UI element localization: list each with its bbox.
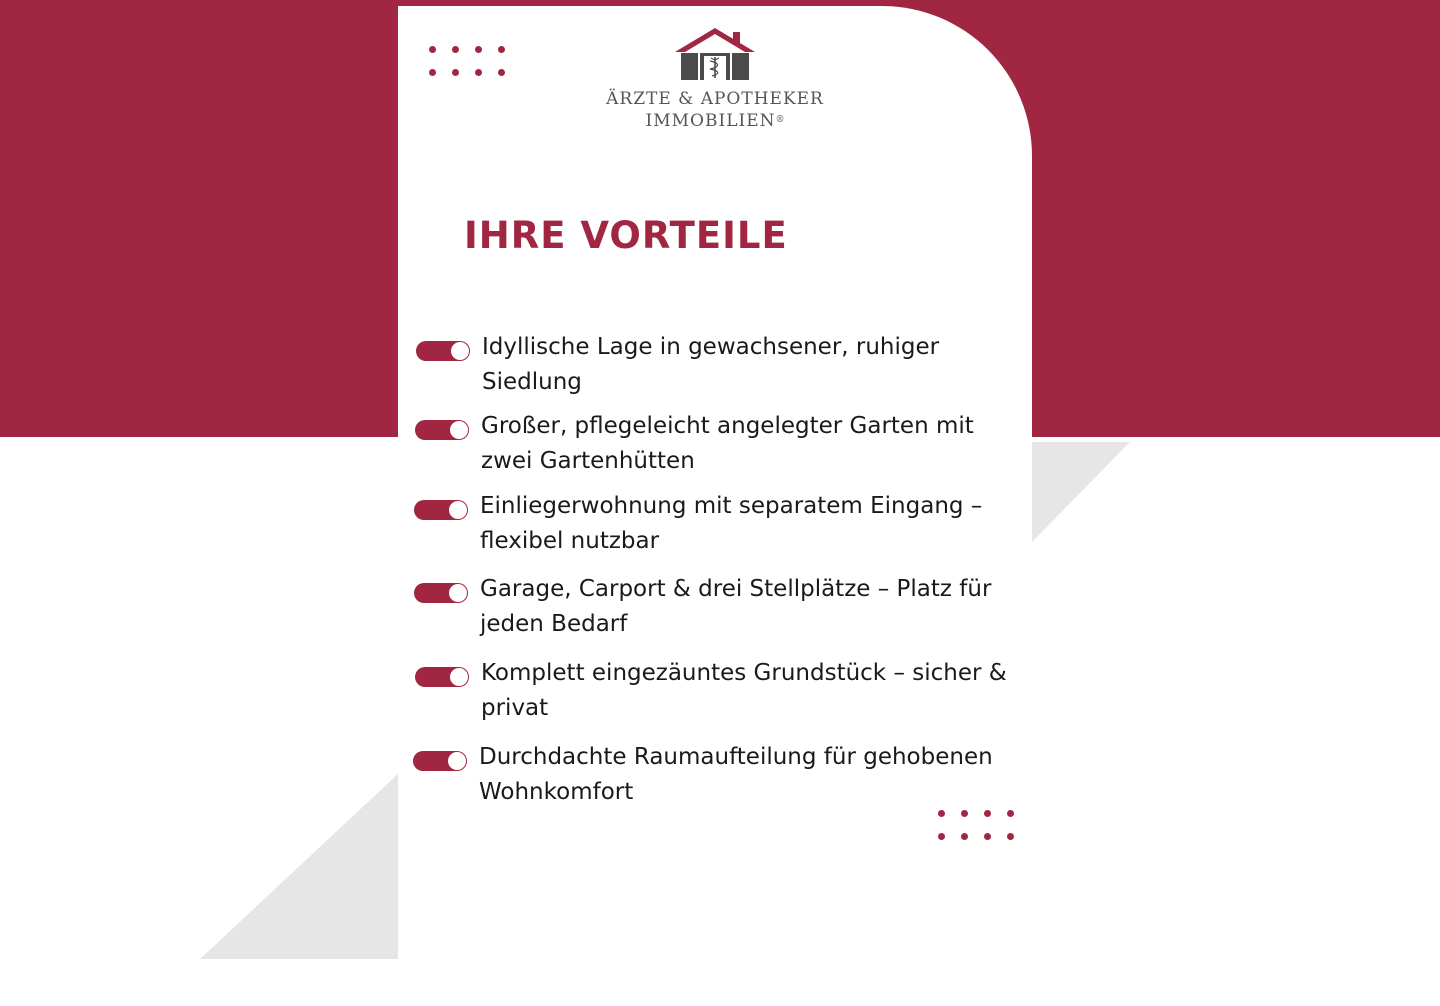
toggle-on-icon xyxy=(414,583,468,603)
toggle-on-icon xyxy=(415,667,469,687)
benefit-item xyxy=(414,578,1020,648)
benefit-item xyxy=(415,662,1021,732)
benefit-item xyxy=(416,336,1022,406)
toggle-knob xyxy=(450,421,468,439)
company-logo xyxy=(398,26,1032,132)
grey-diagonal-bottom-left xyxy=(200,772,400,959)
decorative-dot xyxy=(961,833,968,840)
registered-mark: ® xyxy=(775,115,785,125)
logo-text-line2 xyxy=(398,110,1032,132)
benefit-text: Einliegerwohnung mit separatem Eingang – flexibel nutzbar xyxy=(480,493,983,554)
toggle-on-icon xyxy=(413,751,467,771)
toggle-knob xyxy=(448,752,466,770)
house-caduceus-icon xyxy=(673,26,757,82)
benefit-text: Garage, Carport & drei Stellplätze – Platz für jeden Bedarf xyxy=(480,576,992,637)
decorative-dot xyxy=(1007,833,1014,840)
benefit-text: Idyllische Lage in gewachsener, ruhiger Siedlung xyxy=(482,334,940,395)
benefit-item xyxy=(415,415,1021,485)
decorative-dot xyxy=(984,833,991,840)
toggle-knob xyxy=(449,501,467,519)
toggle-knob xyxy=(449,584,467,602)
benefit-text: Großer, pflegeleicht angelegter Garten mit zwei Gartenhütten xyxy=(481,413,974,474)
toggle-knob xyxy=(450,668,468,686)
benefit-text: Komplett eingezäuntes Grundstück – sicher & privat xyxy=(481,660,1007,721)
benefit-text: Durchdachte Raumaufteilung für gehobenen Wohnkomfort xyxy=(479,744,993,805)
decorative-dot xyxy=(938,833,945,840)
logo-text-line1: ÄRZTE & APOTHEKER xyxy=(606,89,824,109)
toggle-knob xyxy=(451,342,469,360)
logo-text-immobilien: IMMOBILIEN xyxy=(645,111,776,131)
headline: IHRE VORTEILE xyxy=(464,214,788,257)
benefits-card xyxy=(398,6,1032,1006)
toggle-on-icon xyxy=(415,420,469,440)
toggle-on-icon xyxy=(416,341,470,361)
grey-diagonal-top-right xyxy=(1032,442,1130,542)
benefit-item xyxy=(414,495,1020,565)
benefit-item xyxy=(413,746,1019,816)
toggle-on-icon xyxy=(414,500,468,520)
